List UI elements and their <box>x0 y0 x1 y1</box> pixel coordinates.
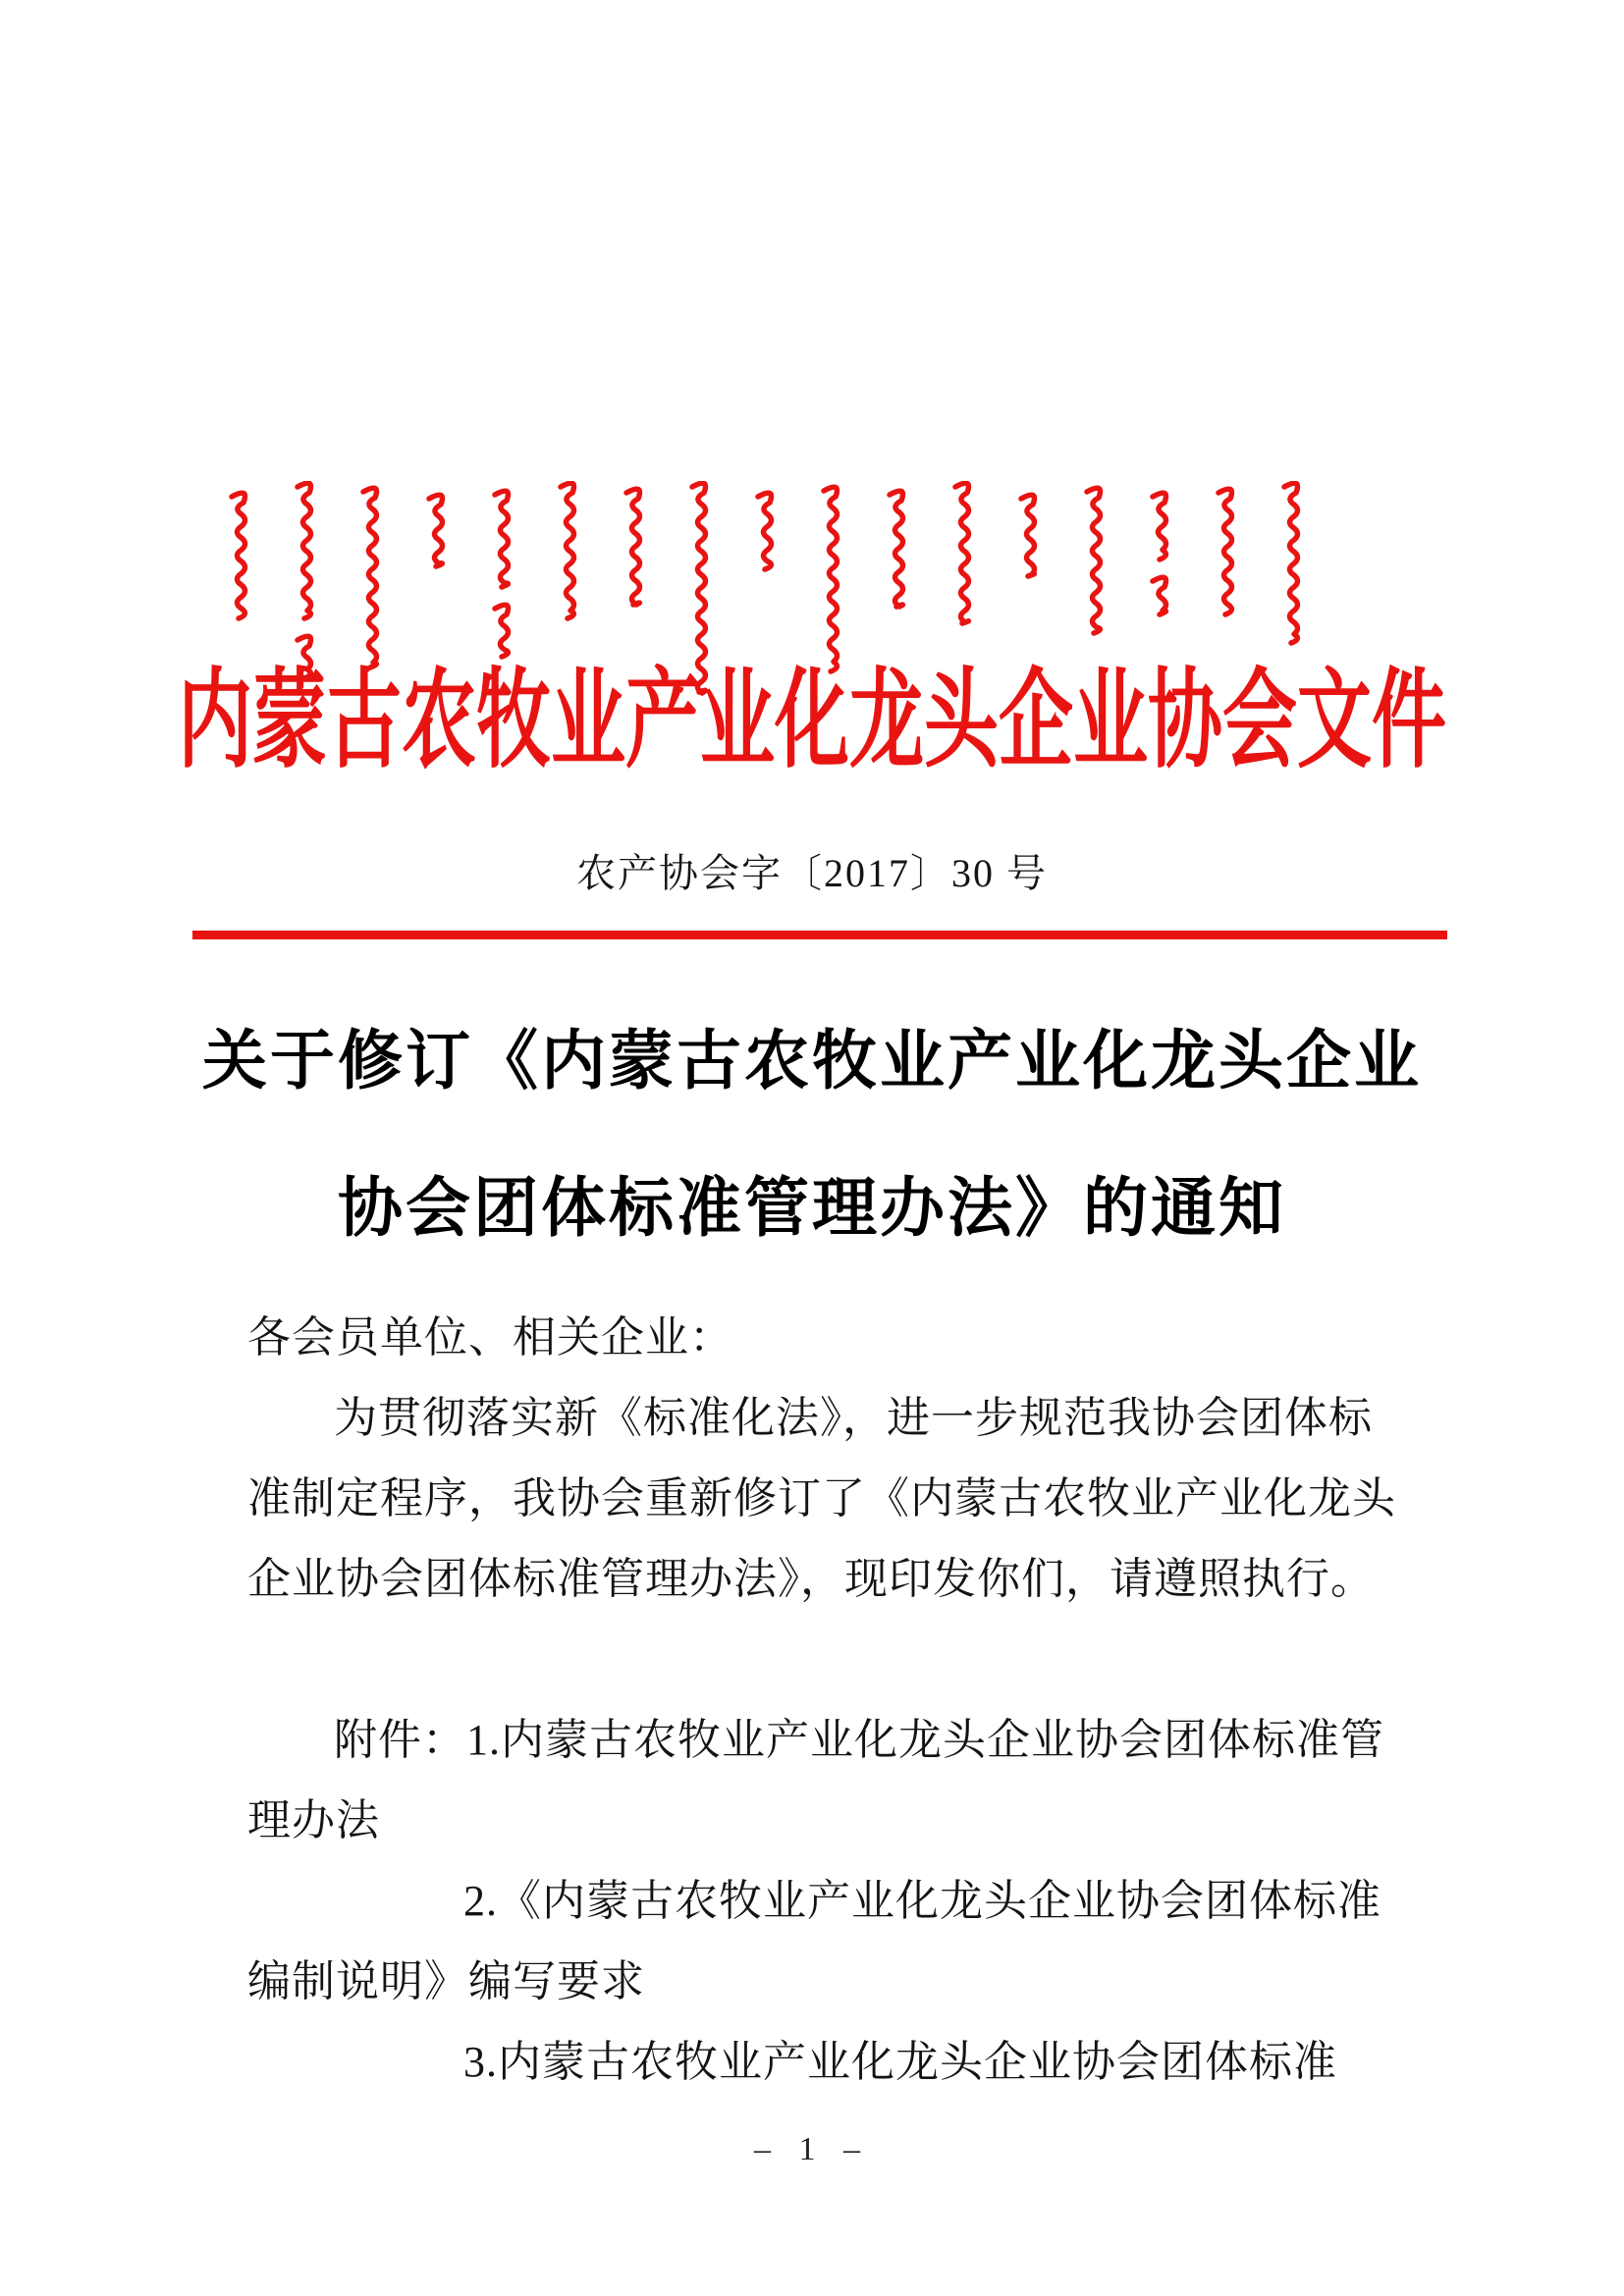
notice-body <box>247 1298 1396 2103</box>
body-line: 理办法 <box>247 1796 380 1844</box>
body-line: 为贯彻落实新《标准化法》，进一步规范我协会团体标 <box>334 1394 1373 1442</box>
body-line <box>247 1620 1386 1700</box>
red-divider-line <box>192 931 1447 939</box>
body-line: 各会员单位、相关企业： <box>247 1313 733 1362</box>
body-line: 3.内蒙古农牧业产业化龙头企业协会团体标准 <box>463 2038 1337 2086</box>
document-number: 农产协会字〔2017〕30 号 <box>576 851 1048 895</box>
body-line: 编制说明》编写要求 <box>247 1957 645 2005</box>
body-line: 企业协会团体标准管理办法》，现印发你们，请遵照执行。 <box>247 1555 1375 1603</box>
page-number: – 1 – <box>754 2131 870 2167</box>
body-line: 2.《内蒙古农牧业产业化龙头企业协会团体标准 <box>463 1877 1381 1925</box>
body-line: 附件：1.内蒙古农牧业产业化龙头企业协会团体标准管 <box>334 1716 1384 1764</box>
notice-title <box>0 988 1624 1283</box>
notice-title-line-1: 关于修订《内蒙古农牧业产业化龙头企业 <box>202 1026 1422 1097</box>
body-line: 准制定程序，我协会重新修订了《内蒙古农牧业产业化龙头 <box>247 1474 1396 1522</box>
notice-title-line-2: 协会团体标准管理办法》的通知 <box>338 1173 1286 1245</box>
letterhead-title: 内蒙古农牧业产业化龙头企业协会文件 <box>178 662 1446 781</box>
